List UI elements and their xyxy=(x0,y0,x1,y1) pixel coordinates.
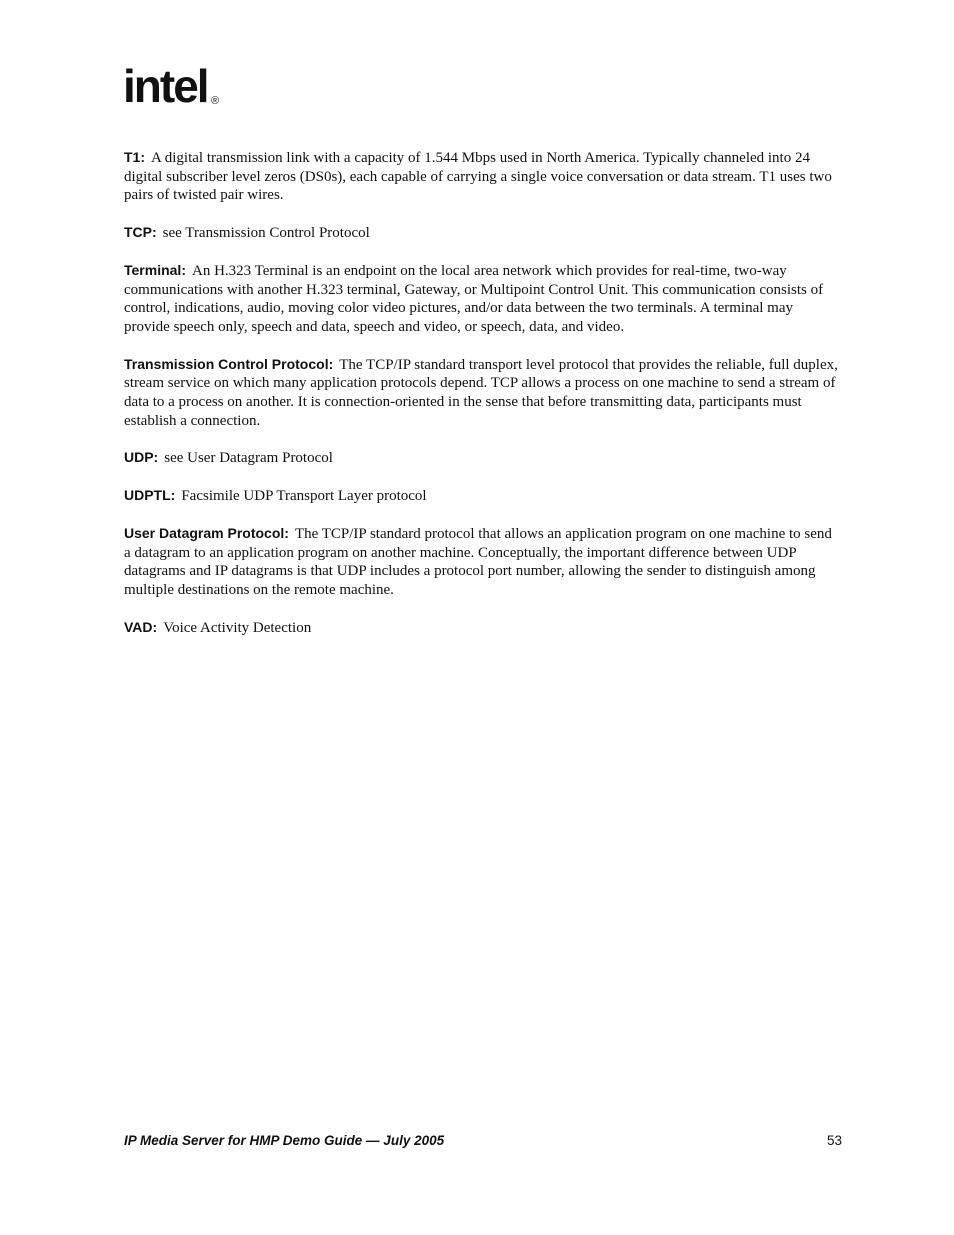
term-vad: VAD: xyxy=(124,618,158,635)
intel-logo xyxy=(123,58,233,120)
glossary-entry-transmission-control-protocol xyxy=(124,355,840,431)
definition-vad: Voice Activity Detection xyxy=(163,619,312,636)
term-udptl: UDPTL: xyxy=(124,487,176,504)
logo-wordmark-1: intel xyxy=(123,60,208,112)
definition-tcp: see Transmission Control Protocol xyxy=(162,225,370,242)
glossary-entry-udp xyxy=(124,448,840,468)
definition-t1: A digital transmission link with a capacity of 1.544 Mbps used in North America. Typically channeled into 24 digital subscriber level zeros (DS0s), each capable of carrying a single voice conversation or data stream. T1 uses two pairs of twisted pair wires. xyxy=(124,150,832,204)
term-transmission-control-protocol: Transmission Control Protocol: xyxy=(124,355,334,372)
glossary-entry-vad xyxy=(124,618,840,638)
definition-terminal: An H.323 Terminal is an endpoint on the local area network which provides for real-time, two-way communications with another H.323 terminal, Gateway, or Multipoint Control Unit. This communication consists of control, indications, audio, moving color video pictures, and/or data between the two terminals. A terminal may provide speech only, speech and data, speech and video, or speech, data, and video. xyxy=(124,262,824,335)
page-number: 53 xyxy=(826,1133,842,1148)
registered-mark: ® xyxy=(211,95,220,107)
term-user-datagram-protocol: User Datagram Protocol: xyxy=(124,524,289,541)
glossary-content xyxy=(124,148,840,655)
glossary-entry-udptl xyxy=(124,486,840,506)
term-terminal: Terminal: xyxy=(124,261,186,278)
definition-transmission-control-protocol: The TCP/IP standard transport level protocol that provides the reliable, full duplex, stream service on which many application protocols depend. TCP allows a process on one machine to send a stream of data to a process on another. It is connection-oriented in the sense that before transmitting data, participants must establish a connection. xyxy=(124,356,838,429)
term-tcp: TCP: xyxy=(124,224,157,241)
footer-document-title: IP Media Server for HMP Demo Guide — July 2005 xyxy=(124,1133,445,1148)
glossary-entry-terminal xyxy=(124,261,840,337)
glossary-entry-t1 xyxy=(124,148,840,205)
definition-user-datagram-protocol: The TCP/IP standard protocol that allows an application program on one machine to send a datagram to an application program on another machine. Conceptually, the important difference between UDP datagrams and IP datagrams is that UDP includes a protocol port number, allowing the sender to distinguish among multiple destinations on the remote machine. xyxy=(124,525,832,598)
term-t1: T1: xyxy=(124,149,145,165)
glossary-entry-tcp xyxy=(124,223,840,243)
definition-udptl: Facsimile UDP Transport Layer protocol xyxy=(181,488,427,505)
term-udp: UDP: xyxy=(124,449,159,466)
definition-udp: see User Datagram Protocol xyxy=(164,450,333,467)
intel-logo-icon xyxy=(123,58,233,120)
glossary-entry-user-datagram-protocol xyxy=(124,524,840,600)
